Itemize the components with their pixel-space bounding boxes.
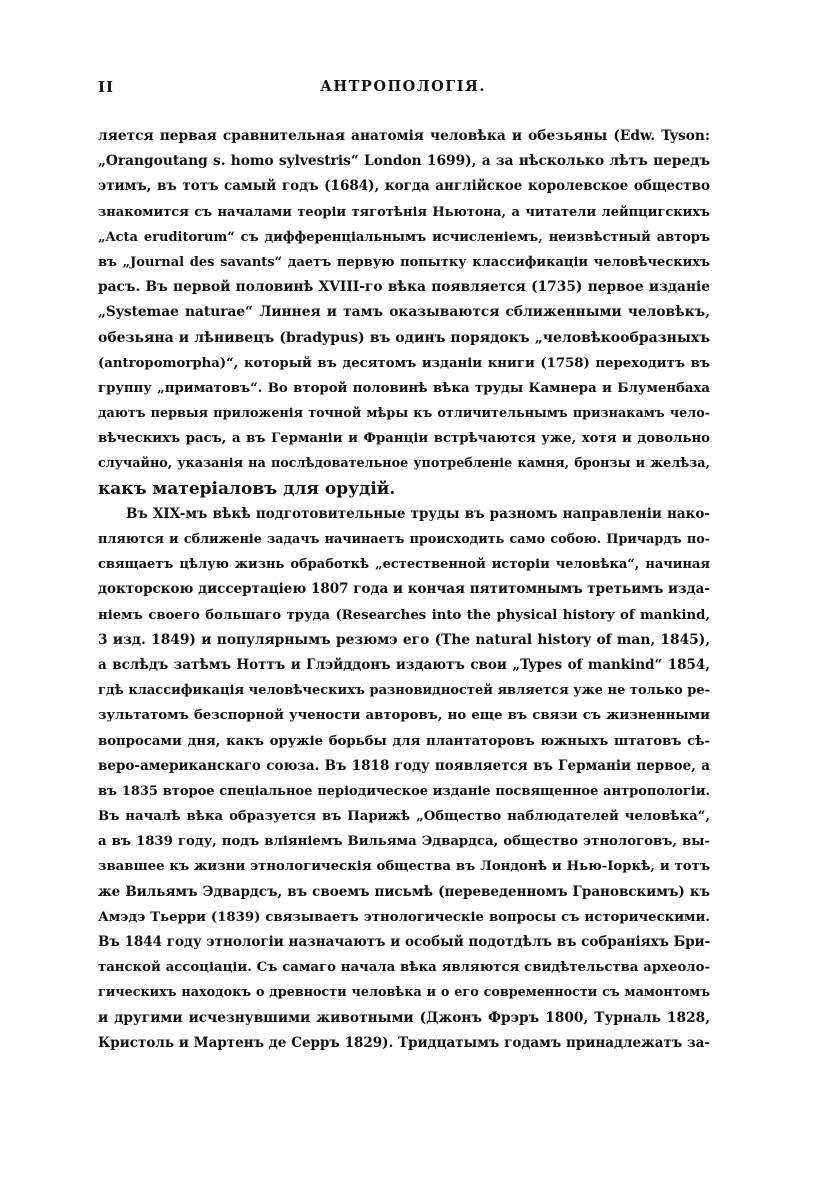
text-line: Въ началѣ вѣка образуется въ Парижѣ „Общество наблюдателей человѣка“, bbox=[98, 809, 710, 825]
text-line: какъ матеріаловъ для орудій. bbox=[98, 478, 396, 499]
text-line: группу „приматовъ“. Во второй половинѣ вѣка труды Камнера и Блуменбаха bbox=[98, 380, 710, 396]
text-line: свящаетъ цѣлую жизнь обработкѣ „естественной исторіи человѣка“, начиная bbox=[98, 557, 710, 573]
text-line: „Systemae naturae“ Линнея и тамъ оказываются сближенными человѣкъ, bbox=[98, 304, 710, 321]
text-line: Амэдэ Тьерри (1839) связываетъ этнологическіе вопросы съ историческими. bbox=[98, 909, 710, 925]
text-line: танской ассоціаціи. Съ самаго начала вѣка являются свидѣтельства археоло- bbox=[98, 960, 710, 976]
paragraph bbox=[98, 502, 710, 1056]
text-line: пляются и сближеніе задачъ начинаетъ происходить само собою. Причардъ по- bbox=[98, 532, 710, 547]
text-line: вопросами дня, какъ оружіе борьбы для плантаторовъ южныхъ штатовъ сѣ- bbox=[98, 733, 710, 749]
text-line: 3 изд. 1849) и популярнымъ резюмэ его (The natural history of man, 1845), bbox=[98, 631, 710, 648]
text-line: а въ 1839 году, подъ вліяніемъ Вильяма Эдвардса, общество этнологовъ, вы- bbox=[98, 834, 710, 850]
text-line: гическихъ находокъ о древности человѣка и о его современности съ мамонтомъ bbox=[98, 985, 710, 1001]
text-line: вѣческихъ расъ, а въ Германіи и Франціи встрѣчаются уже, хотя и довольно bbox=[98, 431, 710, 447]
text-line: же Вильямъ Эдвардсъ, въ своемъ письмѣ (переведенномъ Грановскимъ) къ bbox=[98, 883, 710, 900]
text-line: ніемъ своего большаго труда (Researches into the physical history of mankind, bbox=[98, 607, 710, 623]
text-line: расъ. Въ первой половинѣ XVIII-го вѣка появляется (1735) первое изданіе bbox=[98, 279, 710, 296]
text-line: и другими исчезнувшими животными (Джонъ Фрэръ 1800, Турналь 1828, bbox=[98, 1009, 710, 1026]
text-line: въ „Journal des savants“ даетъ первую попытку классификаціи человѣческихъ bbox=[98, 254, 710, 270]
text-line: „Acta eruditorum“ съ дифференціальнымъ исчисленіемъ, неизвѣстный авторъ bbox=[98, 229, 710, 245]
paragraph bbox=[98, 124, 710, 502]
page-header bbox=[98, 78, 708, 104]
text-line: случайно, указанія на послѣдовательное употребленіе камня, бронзы и желѣза, bbox=[98, 456, 710, 472]
running-head: АНТРОПОЛОГІЯ. bbox=[320, 78, 486, 95]
text-line: ляется первая сравнительная анатомія человѣка и обезьяны (Edw. Tyson: bbox=[98, 128, 710, 144]
text-line: гдѣ классификація человѣческихъ разновидностей является уже не только ре- bbox=[98, 683, 710, 699]
text-line: зультатомъ безспорной учености авторовъ, но еще въ связи съ жизненными bbox=[98, 708, 710, 724]
text-line: Кристоль и Мартенъ де Серръ 1829). Тридцатымъ годамъ принадлежатъ за- bbox=[98, 1034, 710, 1051]
page-body bbox=[98, 124, 710, 1056]
text-line: а вслѣдъ затѣмъ Ноттъ и Глэйддонъ издаютъ свои „Types of mankind“ 1854, bbox=[98, 656, 710, 673]
text-line: этимъ, въ тотъ самый годъ (1684), когда англійское королевское общество bbox=[98, 178, 710, 195]
text-line: въ 1835 второе спеціальное періодическое изданіе посвященное антропологіи. bbox=[98, 783, 710, 799]
text-line: обезьяна и лѣнивецъ (bradypus) въ одинъ порядокъ „человѣкообразныхъ bbox=[98, 329, 710, 346]
page-number: II bbox=[98, 78, 115, 96]
text-line: даютъ первыя приложенія точной мѣры къ отличительнымъ признакамъ чело- bbox=[98, 406, 710, 422]
text-line: докторскою диссертаціею 1807 года и кончая пятитомнымъ третьимъ изда- bbox=[98, 581, 710, 598]
text-line: (antropomorpha)“, который въ десятомъ изданіи книги (1758) переходитъ въ bbox=[98, 355, 710, 371]
text-line: Въ XIX-мъ вѣкѣ подготовительные труды въ разномъ направленіи нако- bbox=[126, 505, 710, 522]
text-line: звавшее къ жизни этнологическія общества въ Лондонѣ и Нью-Іоркѣ, и тотъ bbox=[98, 859, 710, 875]
text-line: знакомится съ началами теоріи тяготѣнія Ньютона, а читатели лейпцигскихъ bbox=[98, 204, 710, 220]
text-line: „Orangoutang s. homo sylvestris“ London 1699), а за нѣсколько лѣтъ передъ bbox=[98, 153, 710, 170]
text-line: веро-американскаго союза. Въ 1818 году появляется въ Германіи первое, а bbox=[98, 757, 710, 774]
text-line: Въ 1844 году этнологіи назначаютъ и особый подотдѣлъ въ собраніяхъ Бри- bbox=[98, 934, 710, 950]
